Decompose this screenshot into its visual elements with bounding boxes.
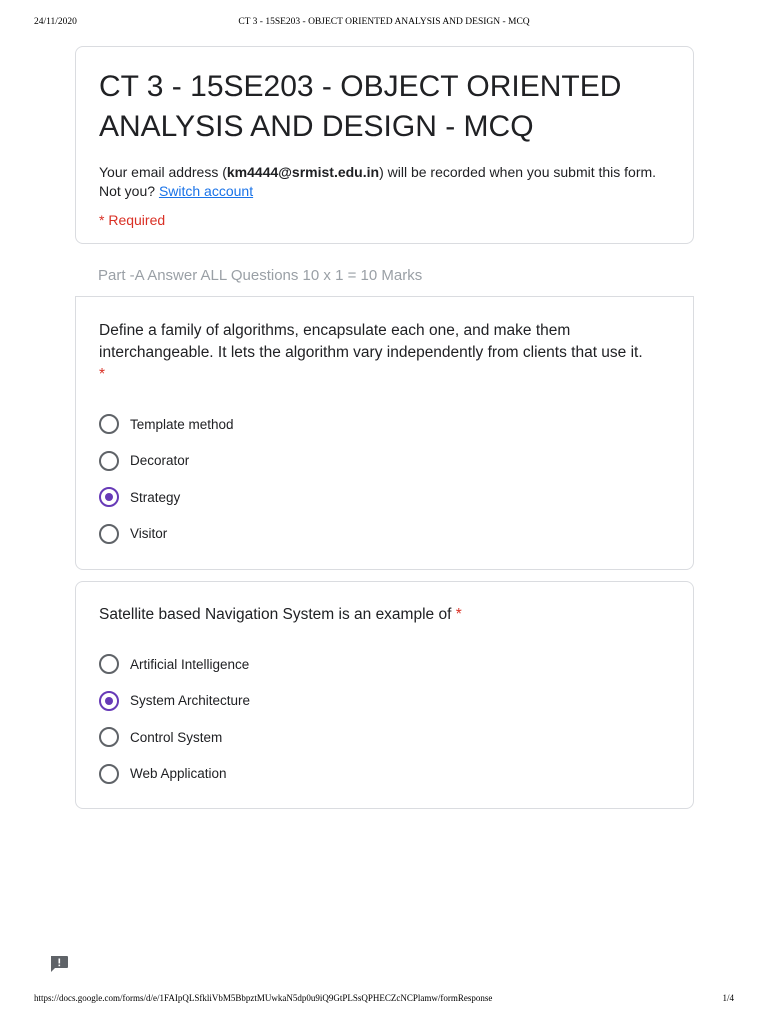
- option-strategy[interactable]: [99, 479, 670, 516]
- not-you-label: Not you?: [99, 183, 156, 199]
- option-artificial-intelligence[interactable]: [99, 646, 670, 683]
- option-template-method[interactable]: [99, 406, 670, 443]
- print-page-number: 1/4: [722, 993, 734, 1003]
- option-control-system[interactable]: [99, 719, 670, 756]
- print-header-title: CT 3 - 15SE203 - OBJECT ORIENTED ANALYSIS AND DESIGN - MCQ: [238, 17, 530, 27]
- print-header: [0, 17, 768, 31]
- email-address: km4444@srmist.edu.in: [226, 164, 380, 180]
- option-label: Artificial Intelligence: [130, 656, 250, 672]
- print-date: 24/11/2020: [34, 17, 77, 27]
- radio-button[interactable]: [99, 727, 119, 747]
- radio-button[interactable]: [99, 524, 119, 544]
- radio-button[interactable]: [99, 414, 119, 434]
- radio-button-selected[interactable]: [99, 487, 119, 507]
- question-text-2: [99, 604, 670, 626]
- question-1-label: Define a family of algorithms, encapsulate each one, and make them interchangeable. It lets the algorithm vary independently from clients that use it.: [99, 322, 643, 361]
- question-card-1: [75, 296, 694, 570]
- email-notice: [99, 163, 670, 201]
- feedback-icon[interactable]: [49, 955, 69, 973]
- options-group-2: [99, 646, 670, 792]
- question-2-label: Satellite based Navigation System is an example of: [99, 606, 452, 623]
- print-url: https://docs.google.com/forms/d/e/1FAIpQLSfkliVbM5BbpztMUwkaN5dp0u9iQ9GtPLSsQPHECZcNCPlamw/formResponse: [34, 993, 493, 1003]
- required-asterisk: *: [99, 366, 106, 383]
- radio-button[interactable]: [99, 451, 119, 471]
- radio-button-selected[interactable]: [99, 691, 119, 711]
- question-text-1: [99, 320, 670, 386]
- switch-account-link[interactable]: Switch account: [158, 183, 254, 199]
- form-title: CT 3 - 15SE203 - OBJECT ORIENTED ANALYSIS AND DESIGN - MCQ: [99, 70, 622, 143]
- form-header-card: [75, 46, 694, 244]
- radio-button[interactable]: [99, 764, 119, 784]
- required-legend: * Required: [99, 212, 166, 228]
- option-label: Strategy: [130, 489, 181, 505]
- email-suffix: ) will be recorded when you submit this form.: [379, 164, 657, 180]
- option-system-architecture[interactable]: [99, 683, 670, 720]
- option-decorator[interactable]: [99, 443, 670, 480]
- radio-button[interactable]: [99, 654, 119, 674]
- option-web-application[interactable]: [99, 756, 670, 793]
- option-label: Control System: [130, 729, 223, 745]
- option-label: Decorator: [130, 453, 190, 469]
- option-visitor[interactable]: [99, 516, 670, 553]
- option-label: System Architecture: [130, 693, 251, 709]
- option-label: Template method: [130, 416, 234, 432]
- options-group-1: [99, 406, 670, 552]
- option-label: Visitor: [130, 526, 168, 542]
- email-prefix: Your email address (: [99, 164, 227, 180]
- print-footer: [0, 993, 768, 1007]
- option-label: Web Application: [130, 766, 227, 782]
- section-header: Part -A Answer ALL Questions 10 x 1 = 10 Marks: [98, 267, 423, 284]
- question-card-2: [75, 581, 694, 809]
- required-asterisk: *: [455, 606, 462, 623]
